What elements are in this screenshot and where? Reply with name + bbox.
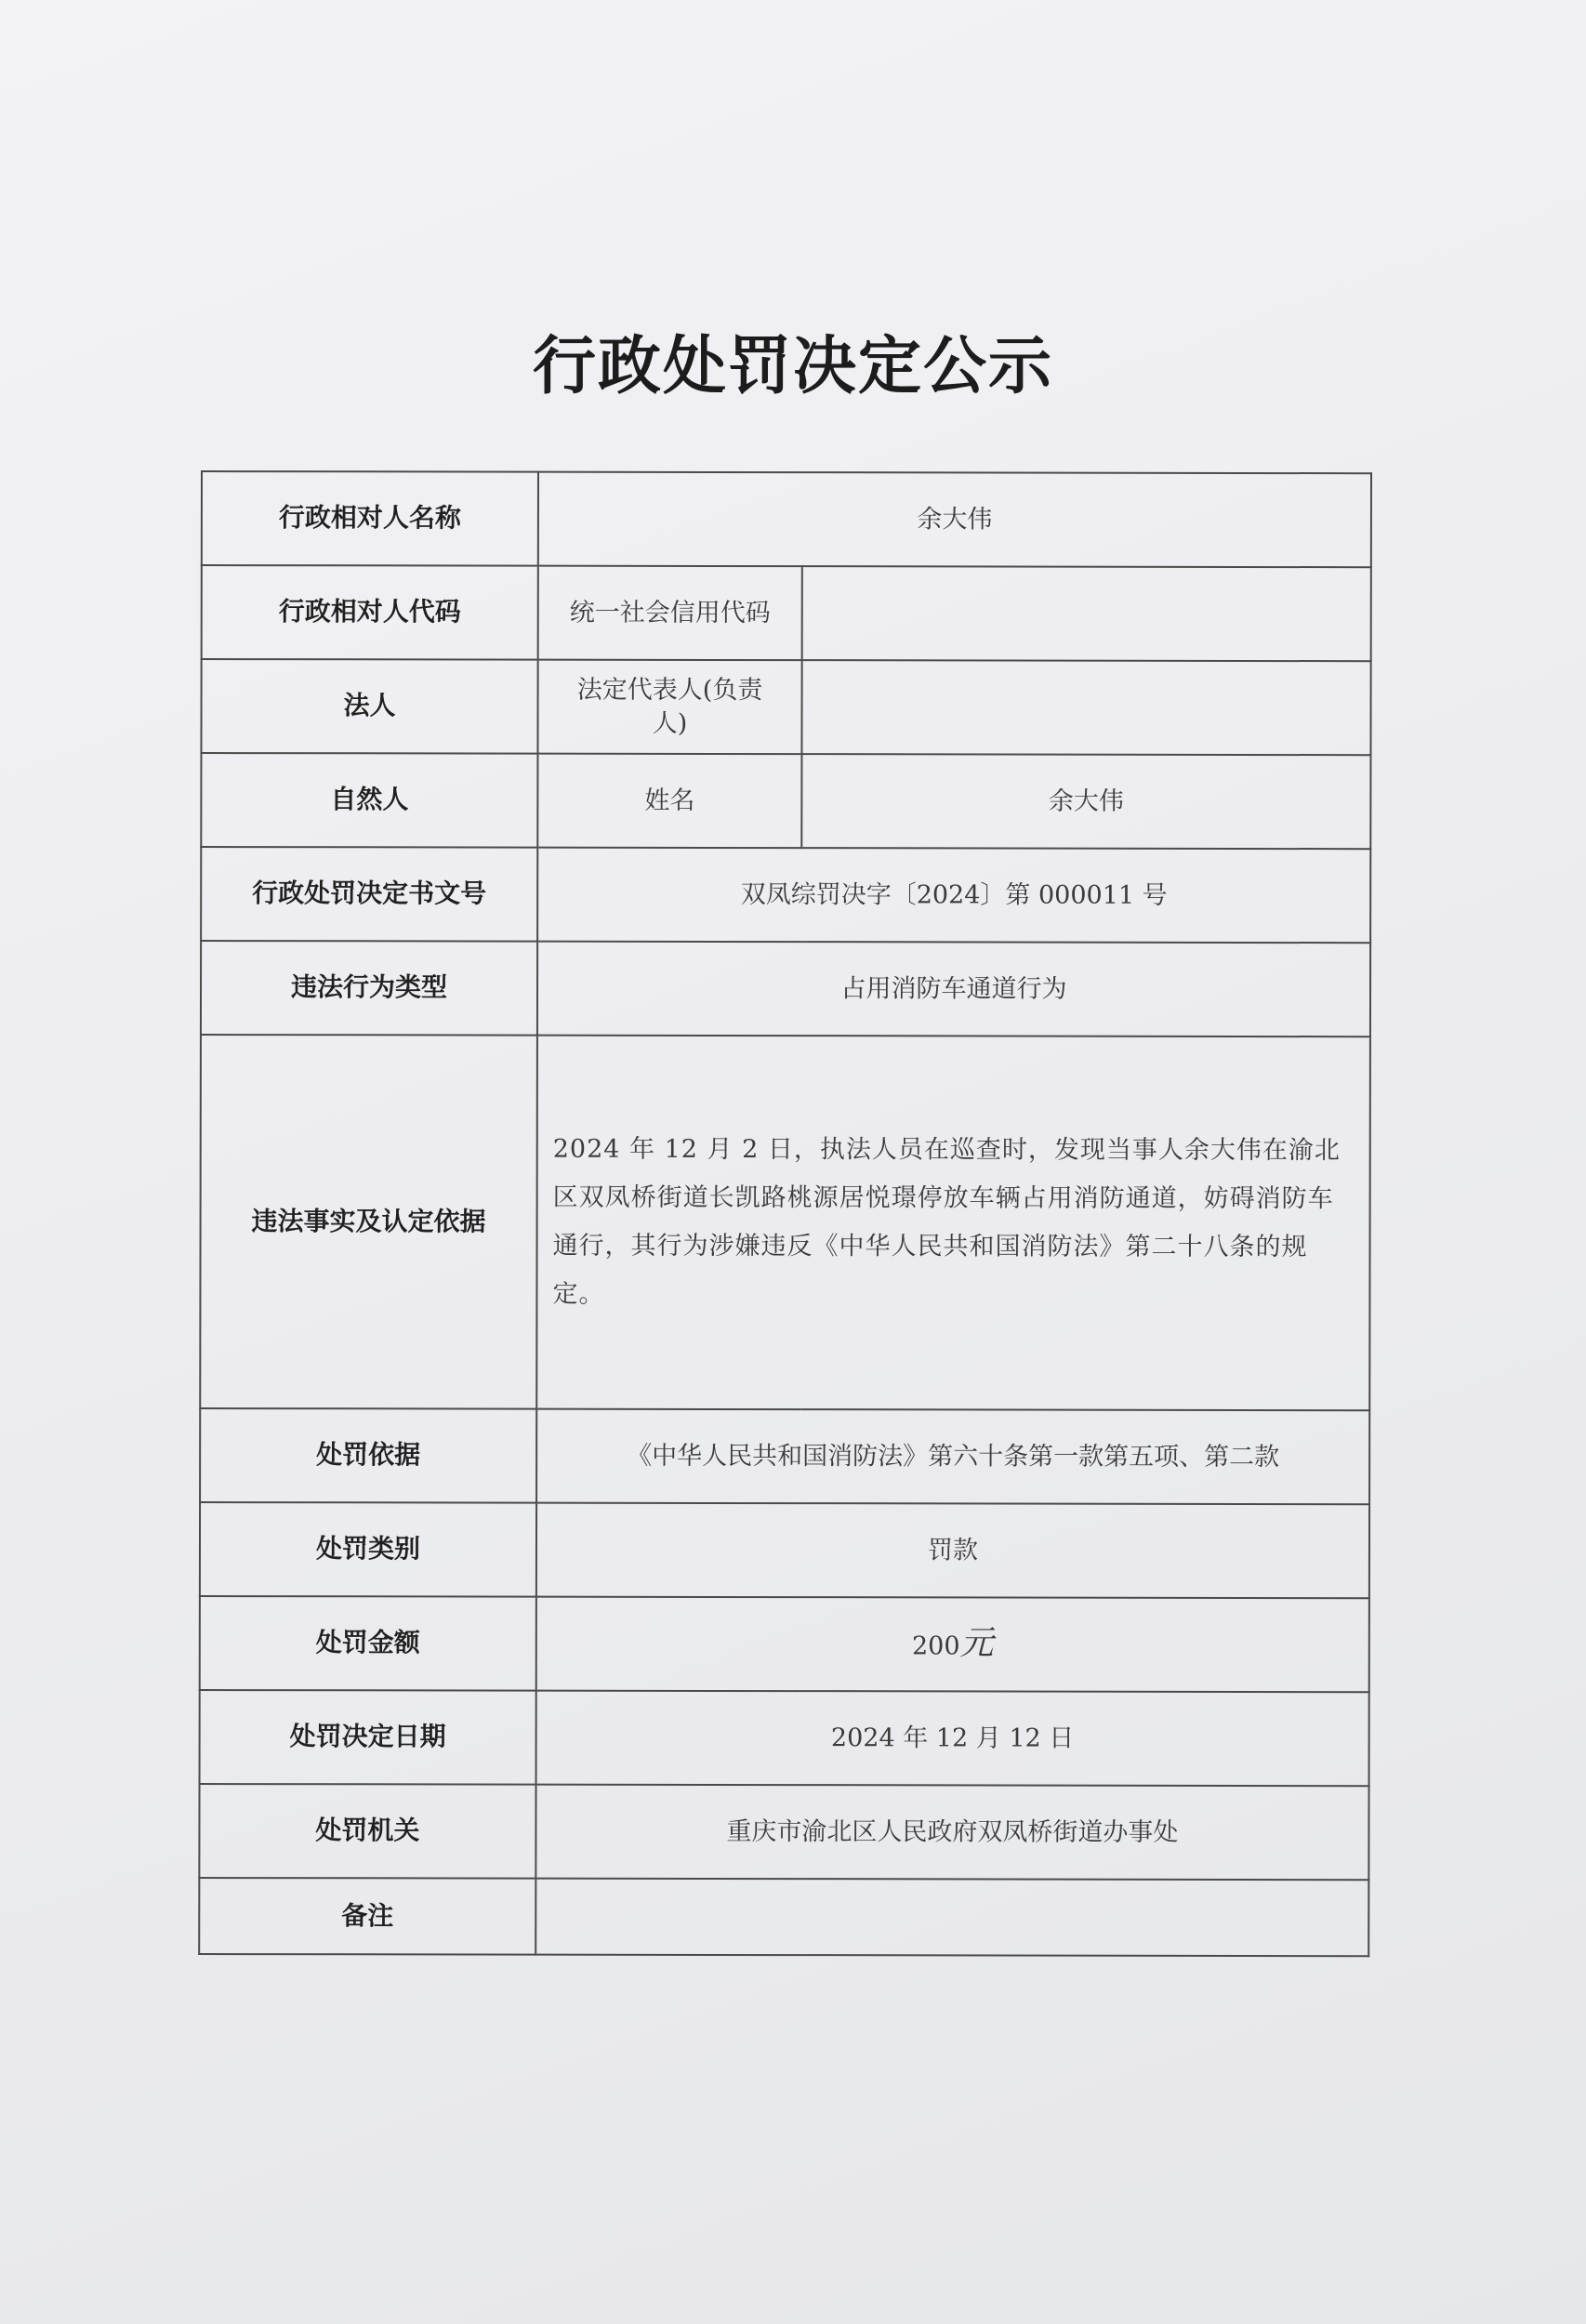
label-basis: 处罚依据 bbox=[200, 1408, 536, 1503]
value-authority: 重庆市渝北区人民政府双凤桥街道办事处 bbox=[535, 1785, 1368, 1881]
label-date: 处罚决定日期 bbox=[200, 1690, 536, 1785]
row-amount bbox=[200, 1596, 1369, 1692]
row-basis bbox=[200, 1408, 1369, 1504]
document-title: 行政处罚决定公示 bbox=[532, 330, 1053, 403]
value-violation-type: 占用消防车通道行为 bbox=[537, 942, 1370, 1037]
label-amount: 处罚金额 bbox=[200, 1596, 536, 1691]
value-remarks bbox=[535, 1879, 1368, 1957]
row-category bbox=[200, 1502, 1369, 1598]
row-natural bbox=[201, 753, 1370, 849]
row-date bbox=[200, 1690, 1369, 1786]
value-amount-unit-handwritten: 元 bbox=[959, 1624, 994, 1663]
value-name: 余大伟 bbox=[538, 472, 1371, 568]
value-category: 罚款 bbox=[536, 1503, 1369, 1599]
row-doc-no bbox=[201, 847, 1370, 943]
row-name bbox=[202, 471, 1371, 567]
value-legal bbox=[801, 660, 1370, 755]
label-remarks: 备注 bbox=[199, 1878, 535, 1955]
value-code bbox=[802, 566, 1371, 661]
sublabel-code: 统一社会信用代码 bbox=[538, 566, 802, 660]
label-code: 行政相对人代码 bbox=[202, 565, 538, 660]
label-natural: 自然人 bbox=[201, 753, 537, 848]
row-legal bbox=[201, 659, 1370, 755]
label-doc-no: 行政处罚决定书文号 bbox=[201, 847, 537, 942]
label-legal: 法人 bbox=[201, 659, 537, 754]
row-remarks bbox=[199, 1878, 1368, 1956]
label-category: 处罚类别 bbox=[200, 1502, 536, 1597]
label-violation-type: 违法行为类型 bbox=[201, 941, 537, 1036]
sublabel-natural: 姓名 bbox=[537, 754, 801, 848]
row-violation-type bbox=[201, 941, 1370, 1037]
value-date: 2024 年 12 月 12 日 bbox=[536, 1691, 1369, 1787]
row-code bbox=[202, 565, 1371, 661]
penalty-notice-table bbox=[198, 470, 1372, 1957]
row-authority bbox=[199, 1784, 1368, 1880]
value-amount: 200 bbox=[911, 1631, 960, 1661]
row-facts bbox=[200, 1035, 1370, 1410]
value-facts: 2024 年 12 月 2 日，执法人员在巡查时，发现当事人余大伟在渝北区双凤桥街道长凯路桃源居悦璟停放车辆占用消防通道，妨碍消防车通行，其行为涉嫌违反《中华人民共和国消防法》第二十八条的规定。 bbox=[536, 1036, 1370, 1411]
value-natural: 余大伟 bbox=[801, 754, 1370, 849]
label-name: 行政相对人名称 bbox=[202, 471, 538, 566]
label-authority: 处罚机关 bbox=[199, 1784, 535, 1879]
sublabel-legal: 法定代表人(负责人) bbox=[537, 660, 801, 754]
value-doc-no: 双凤综罚决字〔2024〕第 000011 号 bbox=[537, 848, 1370, 944]
value-basis: 《中华人民共和国消防法》第六十条第一款第五项、第二款 bbox=[536, 1409, 1369, 1505]
label-facts: 违法事实及认定依据 bbox=[200, 1035, 537, 1409]
value-amount-cell bbox=[536, 1597, 1369, 1693]
